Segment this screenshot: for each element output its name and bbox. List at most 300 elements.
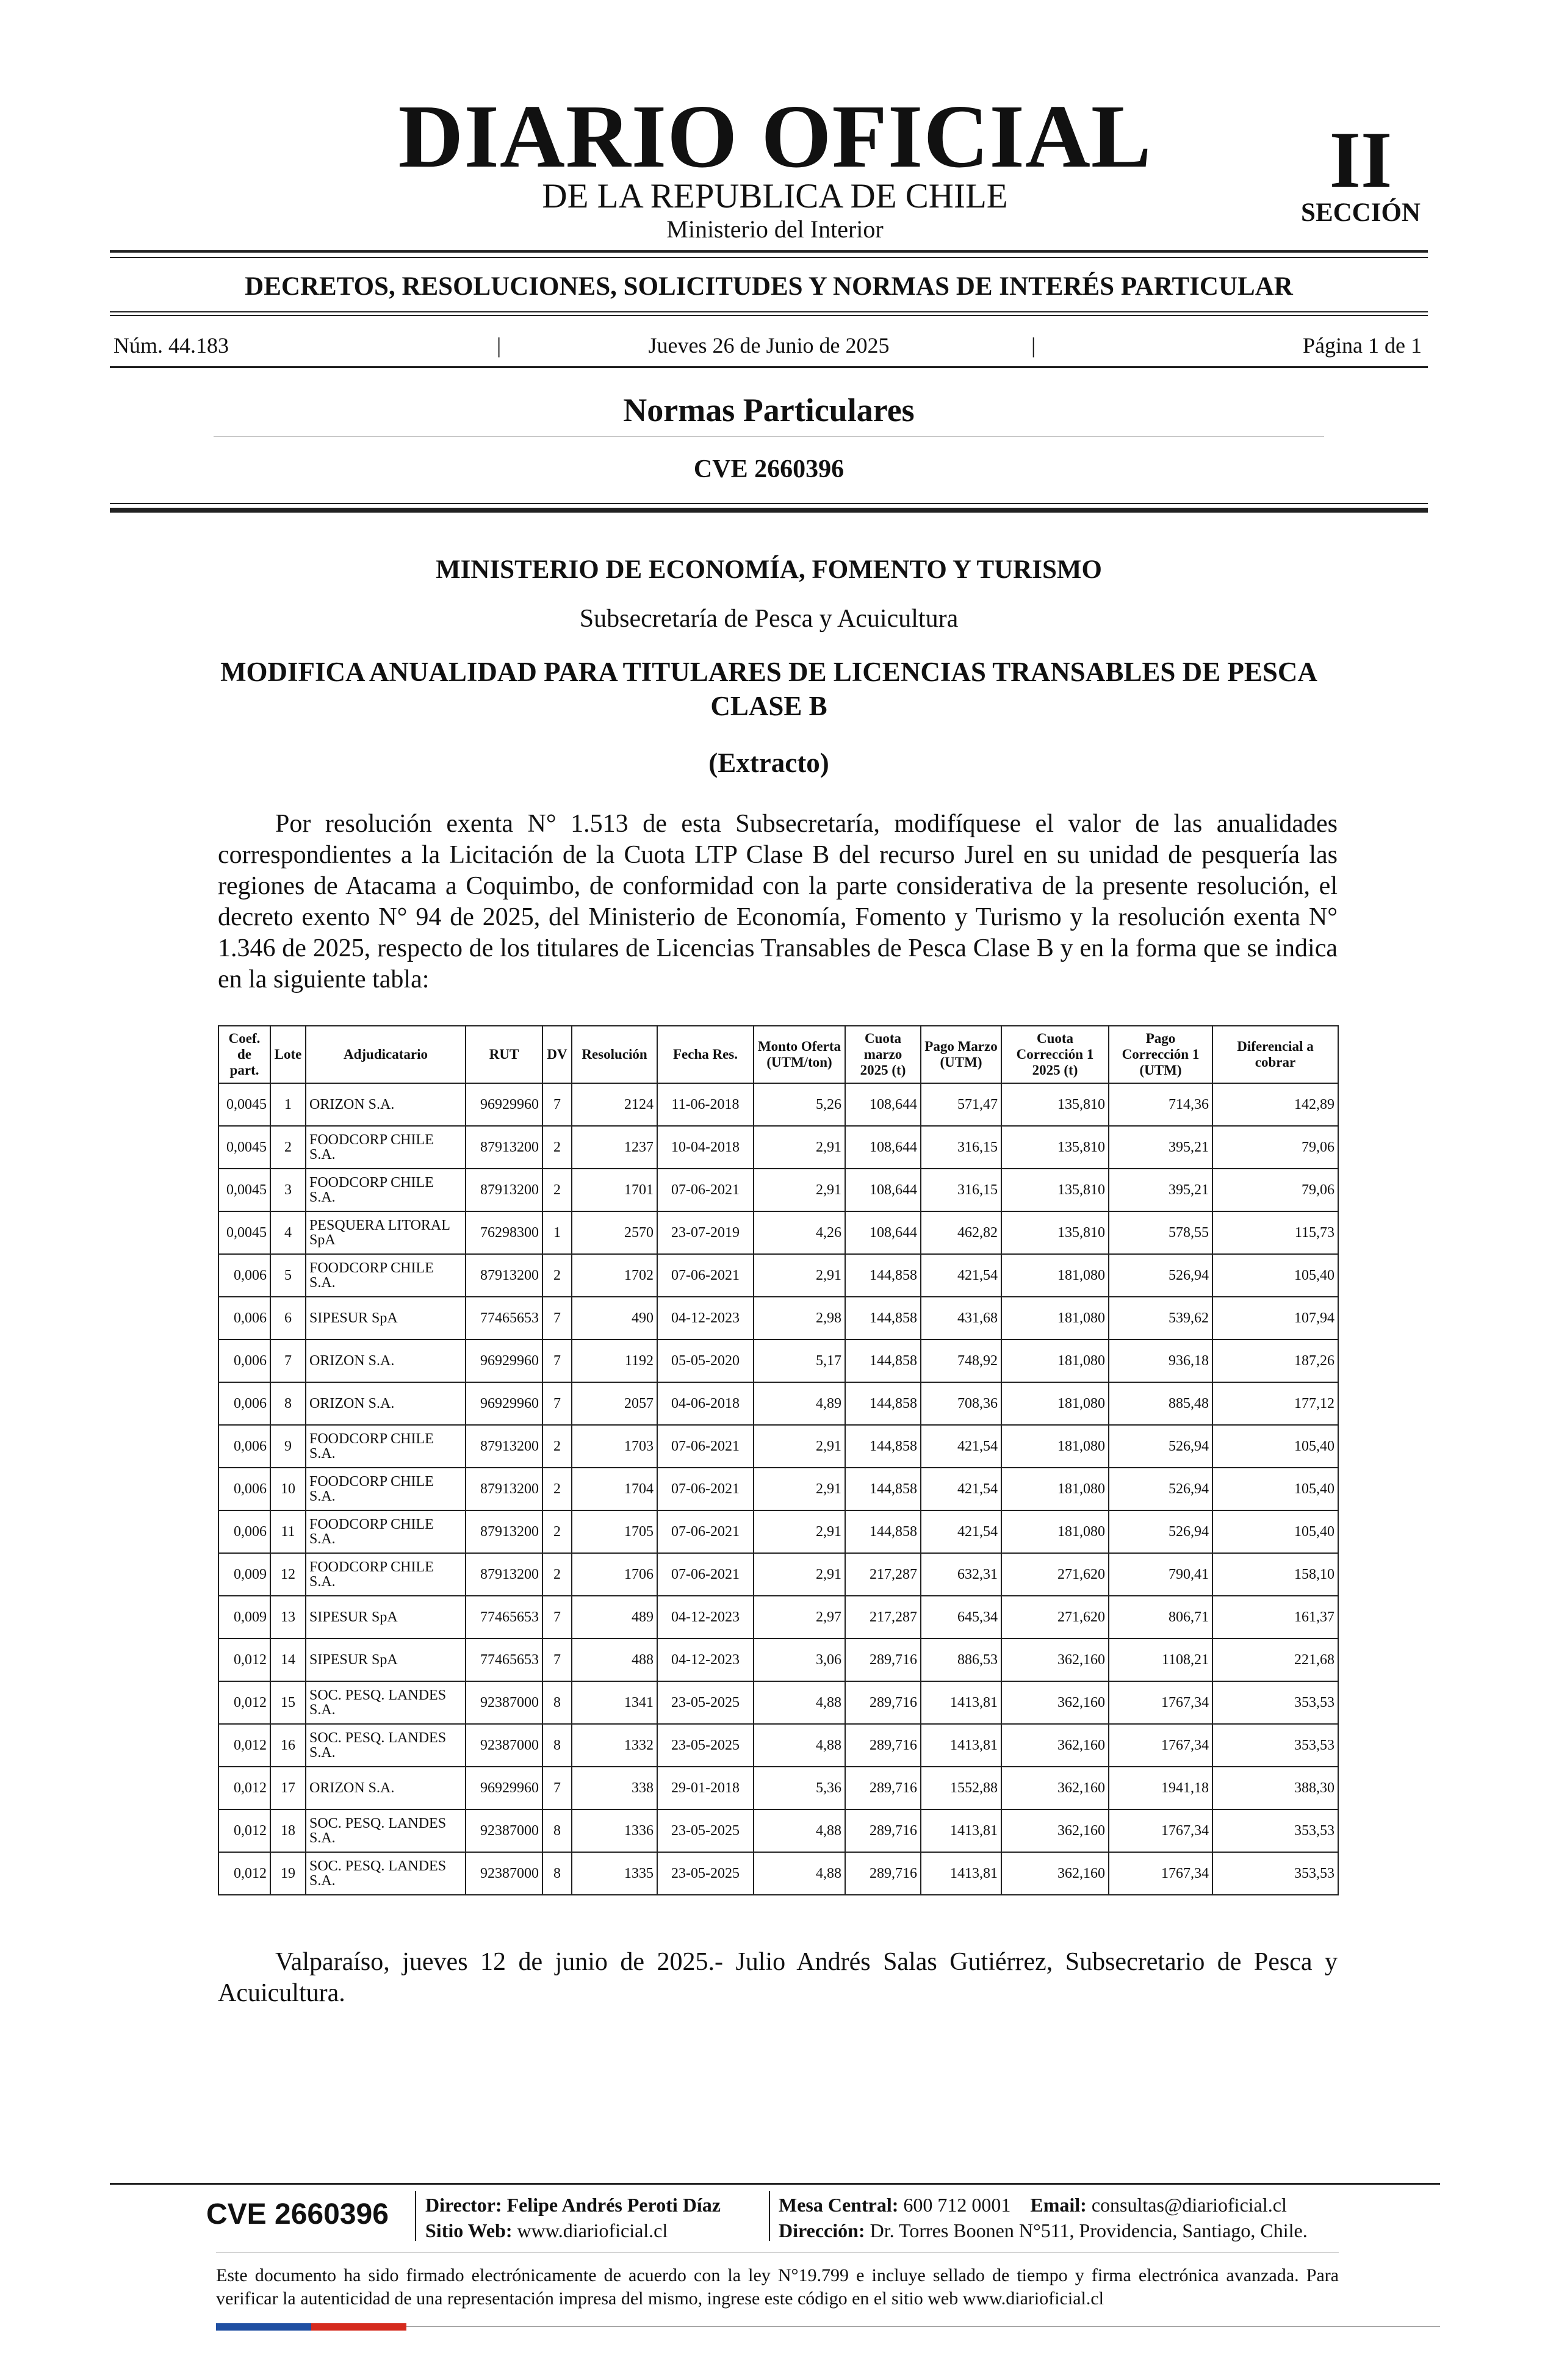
fecha-cell: 07-06-2021: [657, 1425, 754, 1468]
table-row: [218, 1639, 1338, 1681]
fecha-cell: 23-05-2025: [657, 1852, 754, 1895]
monto-cell: 2,91: [754, 1468, 845, 1510]
table-row: [218, 1510, 1338, 1553]
cuota-marzo-cell: 289,716: [845, 1809, 921, 1852]
flag-stripe-blue: [216, 2323, 311, 2331]
dv-cell: 7: [542, 1382, 572, 1425]
fecha-cell: 23-07-2019: [657, 1211, 754, 1254]
column-header: Adjudicatario: [306, 1026, 466, 1083]
cuota-correccion-cell: 181,080: [1001, 1340, 1109, 1382]
pago-marzo-cell: 462,82: [921, 1211, 1001, 1254]
coef-cell: 0,006: [218, 1340, 270, 1382]
section-title-rule: [214, 436, 1324, 437]
table-row: [218, 1340, 1338, 1382]
coef-cell: 0,0045: [218, 1169, 270, 1211]
rut-cell: 92387000: [466, 1724, 542, 1767]
coef-cell: 0,0045: [218, 1211, 270, 1254]
pago-marzo-cell: 431,68: [921, 1297, 1001, 1340]
column-header: Lote: [270, 1026, 306, 1083]
pago-correccion-cell: 714,36: [1109, 1083, 1212, 1126]
fecha-cell: 07-06-2021: [657, 1169, 754, 1211]
cuota-marzo-cell: 289,716: [845, 1724, 921, 1767]
section-number: II: [1329, 115, 1392, 204]
rut-cell: 87913200: [466, 1254, 542, 1297]
cuota-marzo-cell: 289,716: [845, 1767, 921, 1809]
fecha-cell: 04-12-2023: [657, 1596, 754, 1639]
resolucion-cell: 1706: [572, 1553, 657, 1596]
diferencial-cell: 105,40: [1212, 1254, 1338, 1297]
dv-cell: 7: [542, 1596, 572, 1639]
pago-correccion-cell: 1108,21: [1109, 1639, 1212, 1681]
fecha-cell: 04-12-2023: [657, 1297, 754, 1340]
resolution-paragraph: Por resolución exenta N° 1.513 de esta Subsecretaría, modifíquese el valor de las anualidades correspondientes a la Licitación de la Cuota LTP Clase B del recurso Jurel en su unidad de pesquería las regiones de Atacama a Coquimbo, de conformidad con la parte considerativa de la presente resolución, el decreto exento N° 94 de 2025, del Ministerio de Economía, Fomento y Turismo y la resolución exenta N° 1.346 de 2025, respecto de los titulares de Licencias Transables de Pesca Clase B y en la forma que se indica en la siguiente tabla:: [218, 810, 1338, 993]
pago-correccion-cell: 790,41: [1109, 1553, 1212, 1596]
email-link[interactable]: consultas@diarioficial.cl: [1091, 2194, 1287, 2216]
dv-cell: 2: [542, 1553, 572, 1596]
monto-cell: 2,91: [754, 1254, 845, 1297]
coef-cell: 0,012: [218, 1809, 270, 1852]
table-row: [218, 1596, 1338, 1639]
pago-correccion-cell: 395,21: [1109, 1126, 1212, 1169]
flag-stripe-red: [311, 2323, 406, 2331]
mesa-label: Mesa Central:: [779, 2194, 899, 2216]
monto-cell: 2,91: [754, 1126, 845, 1169]
coef-cell: 0,009: [218, 1596, 270, 1639]
dv-cell: 2: [542, 1126, 572, 1169]
masthead-title: DIARIO OFICIAL: [398, 87, 1152, 187]
resolucion-cell: 2057: [572, 1382, 657, 1425]
pago-correccion-cell: 936,18: [1109, 1340, 1212, 1382]
lote-cell: 9: [270, 1425, 306, 1468]
rut-cell: 77465653: [466, 1596, 542, 1639]
dv-cell: 2: [542, 1468, 572, 1510]
ministry-heading: MINISTERIO DE ECONOMÍA, FOMENTO Y TURISMO: [436, 555, 1102, 584]
section-title: Normas Particulares: [623, 392, 915, 428]
pago-marzo-cell: 1413,81: [921, 1681, 1001, 1724]
monto-cell: 2,97: [754, 1596, 845, 1639]
fecha-cell: 05-05-2020: [657, 1340, 754, 1382]
diferencial-cell: 142,89: [1212, 1083, 1338, 1126]
cuota-correccion-cell: 362,160: [1001, 1639, 1109, 1681]
footer-verification-note: Este documento ha sido firmado electrónicamente de acuerdo con la ley N°19.799 e incluye sellado de tiempo y firma electrónica avanzada. Para verificar la autenticidad de una representación impresa del mismo, ingrese este código en el sitio web www.diarioficial.cl: [216, 2265, 1339, 2309]
coef-cell: 0,006: [218, 1254, 270, 1297]
fecha-cell: 23-05-2025: [657, 1809, 754, 1852]
extracto-label: (Extracto): [708, 748, 829, 778]
cuota-correccion-cell: 362,160: [1001, 1767, 1109, 1809]
table-row: [218, 1211, 1338, 1254]
coef-cell: 0,006: [218, 1510, 270, 1553]
footer-divider-2: [769, 2191, 770, 2241]
resolucion-cell: 490: [572, 1297, 657, 1340]
diferencial-cell: 388,30: [1212, 1767, 1338, 1809]
column-header: Monto Oferta (UTM/ton): [754, 1026, 845, 1083]
diferencial-cell: 79,06: [1212, 1126, 1338, 1169]
rut-cell: 76298300: [466, 1211, 542, 1254]
address-label: Dirección:: [779, 2220, 865, 2241]
column-header: Resolución: [572, 1026, 657, 1083]
cuota-marzo-cell: 144,858: [845, 1340, 921, 1382]
monto-cell: 2,98: [754, 1297, 845, 1340]
adjudicatario-cell: FOODCORP CHILE S.A.: [306, 1126, 466, 1169]
column-header: Coef. de part.: [218, 1026, 270, 1083]
table-header-row: [218, 1026, 1338, 1083]
diferencial-cell: 353,53: [1212, 1852, 1338, 1895]
dv-cell: 2: [542, 1254, 572, 1297]
dv-cell: 7: [542, 1083, 572, 1126]
table-row: [218, 1254, 1338, 1297]
diferencial-cell: 79,06: [1212, 1169, 1338, 1211]
pago-correccion-cell: 539,62: [1109, 1297, 1212, 1340]
diferencial-cell: 353,53: [1212, 1724, 1338, 1767]
adjudicatario-cell: FOODCORP CHILE S.A.: [306, 1553, 466, 1596]
table-body: [218, 1083, 1338, 1895]
website-label: Sitio Web:: [425, 2220, 513, 2241]
issue-separator-2: |: [1031, 333, 1036, 358]
fecha-cell: 23-05-2025: [657, 1681, 754, 1724]
pago-marzo-cell: 1413,81: [921, 1852, 1001, 1895]
rut-cell: 77465653: [466, 1297, 542, 1340]
lote-cell: 4: [270, 1211, 306, 1254]
monto-cell: 2,91: [754, 1510, 845, 1553]
footer-mesa: [779, 2195, 1287, 2215]
column-header: Diferencial a cobrar: [1212, 1026, 1338, 1083]
rut-cell: 87913200: [466, 1169, 542, 1211]
diferencial-cell: 187,26: [1212, 1340, 1338, 1382]
dv-cell: 2: [542, 1425, 572, 1468]
pago-marzo-cell: 886,53: [921, 1639, 1001, 1681]
pago-correccion-cell: 1767,34: [1109, 1724, 1212, 1767]
dv-cell: 7: [542, 1340, 572, 1382]
cuota-marzo-cell: 144,858: [845, 1254, 921, 1297]
table-row: [218, 1169, 1338, 1211]
pago-marzo-cell: 1552,88: [921, 1767, 1001, 1809]
monto-cell: 2,91: [754, 1425, 845, 1468]
pago-marzo-cell: 571,47: [921, 1083, 1001, 1126]
diferencial-cell: 161,37: [1212, 1596, 1338, 1639]
rut-cell: 87913200: [466, 1468, 542, 1510]
fecha-cell: 11-06-2018: [657, 1083, 754, 1126]
cuota-correccion-cell: 181,080: [1001, 1468, 1109, 1510]
coef-cell: 0,006: [218, 1297, 270, 1340]
rut-cell: 96929960: [466, 1083, 542, 1126]
website-link[interactable]: www.diarioficial.cl: [517, 2220, 668, 2241]
cuota-correccion-cell: 181,080: [1001, 1254, 1109, 1297]
subsecretaria: Subsecretaría de Pesca y Acuicultura: [579, 605, 959, 633]
resolucion-cell: 1192: [572, 1340, 657, 1382]
monto-cell: 5,36: [754, 1767, 845, 1809]
column-header: Pago Corrección 1 (UTM): [1109, 1026, 1212, 1083]
cuota-marzo-cell: 144,858: [845, 1382, 921, 1425]
pago-correccion-cell: 885,48: [1109, 1382, 1212, 1425]
resolucion-cell: 1332: [572, 1724, 657, 1767]
column-header: Cuota Corrección 1 2025 (t): [1001, 1026, 1109, 1083]
fecha-cell: 04-06-2018: [657, 1382, 754, 1425]
adjudicatario-cell: FOODCORP CHILE S.A.: [306, 1254, 466, 1297]
pago-marzo-cell: 645,34: [921, 1596, 1001, 1639]
adjudicatario-cell: ORIZON S.A.: [306, 1767, 466, 1809]
dv-cell: 8: [542, 1681, 572, 1724]
pago-marzo-cell: 1413,81: [921, 1724, 1001, 1767]
rut-cell: 87913200: [466, 1510, 542, 1553]
adjudicatario-cell: SOC. PESQ. LANDES S.A.: [306, 1809, 466, 1852]
table-row: [218, 1382, 1338, 1425]
table-row: [218, 1767, 1338, 1809]
lote-cell: 15: [270, 1681, 306, 1724]
diferencial-cell: 105,40: [1212, 1510, 1338, 1553]
lote-cell: 14: [270, 1639, 306, 1681]
diferencial-cell: 105,40: [1212, 1468, 1338, 1510]
dv-cell: 7: [542, 1767, 572, 1809]
table-row: [218, 1297, 1338, 1340]
cuota-correccion-cell: 181,080: [1001, 1297, 1109, 1340]
lote-cell: 6: [270, 1297, 306, 1340]
footer-director: [425, 2195, 721, 2215]
lote-cell: 10: [270, 1468, 306, 1510]
resolucion-cell: 1341: [572, 1681, 657, 1724]
rut-cell: 96929960: [466, 1767, 542, 1809]
pago-correccion-cell: 526,94: [1109, 1254, 1212, 1297]
resolucion-cell: 1336: [572, 1809, 657, 1852]
fecha-cell: 07-06-2021: [657, 1510, 754, 1553]
pago-marzo-cell: 421,54: [921, 1468, 1001, 1510]
cuota-correccion-cell: 135,810: [1001, 1169, 1109, 1211]
diferencial-cell: 177,12: [1212, 1382, 1338, 1425]
rut-cell: 96929960: [466, 1382, 542, 1425]
table-row: [218, 1126, 1338, 1169]
coef-cell: 0,006: [218, 1425, 270, 1468]
table-row: [218, 1852, 1338, 1895]
cuota-correccion-cell: 362,160: [1001, 1809, 1109, 1852]
adjudicatario-cell: SOC. PESQ. LANDES S.A.: [306, 1852, 466, 1895]
diferencial-cell: 221,68: [1212, 1639, 1338, 1681]
table-row: [218, 1553, 1338, 1596]
lote-cell: 2: [270, 1126, 306, 1169]
document-title: MODIFICA ANUALIDAD PARA TITULARES DE LICENCIAS TRANSABLES DE PESCA CLASE B: [220, 657, 1317, 721]
rut-cell: 96929960: [466, 1340, 542, 1382]
header-rule-thick: [110, 508, 1428, 513]
rut-cell: 77465653: [466, 1639, 542, 1681]
fecha-cell: 07-06-2021: [657, 1254, 754, 1297]
diferencial-cell: 115,73: [1212, 1211, 1338, 1254]
director-label: Director:: [425, 2194, 502, 2216]
fecha-cell: 10-04-2018: [657, 1126, 754, 1169]
monto-cell: 4,88: [754, 1681, 845, 1724]
pago-correccion-cell: 526,94: [1109, 1468, 1212, 1510]
cuota-marzo-cell: 289,716: [845, 1681, 921, 1724]
cuota-correccion-cell: 181,080: [1001, 1425, 1109, 1468]
cuota-correccion-cell: 135,810: [1001, 1211, 1109, 1254]
dv-cell: 2: [542, 1510, 572, 1553]
pago-correccion-cell: 1767,34: [1109, 1852, 1212, 1895]
column-header: Fecha Res.: [657, 1026, 754, 1083]
pago-marzo-cell: 421,54: [921, 1425, 1001, 1468]
cuota-marzo-cell: 144,858: [845, 1468, 921, 1510]
resolucion-cell: 1702: [572, 1254, 657, 1297]
cuota-marzo-cell: 144,858: [845, 1510, 921, 1553]
cuota-marzo-cell: 144,858: [845, 1425, 921, 1468]
header-rule-thin: [110, 503, 1428, 504]
section-banner: DECRETOS, RESOLUCIONES, SOLICITUDES Y NORMAS DE INTERÉS PARTICULAR: [245, 272, 1293, 301]
adjudicatario-cell: PESQUERA LITORAL SpA: [306, 1211, 466, 1254]
rut-cell: 92387000: [466, 1852, 542, 1895]
lote-cell: 19: [270, 1852, 306, 1895]
adjudicatario-cell: FOODCORP CHILE S.A.: [306, 1425, 466, 1468]
diferencial-cell: 353,53: [1212, 1681, 1338, 1724]
table-row: [218, 1083, 1338, 1126]
adjudicatario-cell: ORIZON S.A.: [306, 1340, 466, 1382]
pago-marzo-cell: 421,54: [921, 1254, 1001, 1297]
diferencial-cell: 158,10: [1212, 1553, 1338, 1596]
issue-separator-1: |: [497, 333, 502, 358]
cuota-marzo-cell: 108,644: [845, 1083, 921, 1126]
fecha-cell: 29-01-2018: [657, 1767, 754, 1809]
pago-marzo-cell: 632,31: [921, 1553, 1001, 1596]
issue-date: Jueves 26 de Junio de 2025: [648, 333, 890, 358]
resolucion-cell: 488: [572, 1639, 657, 1681]
table-row: [218, 1468, 1338, 1510]
lote-cell: 12: [270, 1553, 306, 1596]
masthead-rule-top: [110, 250, 1428, 253]
adjudicatario-cell: SIPESUR SpA: [306, 1297, 466, 1340]
resolucion-cell: 1237: [572, 1126, 657, 1169]
anualidad-table: [218, 1025, 1339, 1895]
table-row: [218, 1425, 1338, 1468]
lote-cell: 3: [270, 1169, 306, 1211]
table-row: [218, 1809, 1338, 1852]
email-label: Email:: [1030, 2194, 1087, 2216]
cuota-marzo-cell: 108,644: [845, 1169, 921, 1211]
pago-marzo-cell: 1413,81: [921, 1809, 1001, 1852]
adjudicatario-cell: SOC. PESQ. LANDES S.A.: [306, 1681, 466, 1724]
dv-cell: 2: [542, 1169, 572, 1211]
dv-cell: 8: [542, 1852, 572, 1895]
dv-cell: 7: [542, 1297, 572, 1340]
adjudicatario-cell: FOODCORP CHILE S.A.: [306, 1510, 466, 1553]
resolucion-cell: 1335: [572, 1852, 657, 1895]
pago-marzo-cell: 708,36: [921, 1382, 1001, 1425]
rut-cell: 87913200: [466, 1126, 542, 1169]
cuota-correccion-cell: 271,620: [1001, 1553, 1109, 1596]
monto-cell: 2,91: [754, 1553, 845, 1596]
cuota-correccion-cell: 362,160: [1001, 1681, 1109, 1724]
lote-cell: 8: [270, 1382, 306, 1425]
monto-cell: 4,88: [754, 1724, 845, 1767]
issue-number: Núm. 44.183: [113, 333, 229, 358]
monto-cell: 2,91: [754, 1169, 845, 1211]
rut-cell: 87913200: [466, 1425, 542, 1468]
pago-marzo-cell: 316,15: [921, 1169, 1001, 1211]
pago-correccion-cell: 1941,18: [1109, 1767, 1212, 1809]
coef-cell: 0,012: [218, 1639, 270, 1681]
pago-correccion-cell: 1767,34: [1109, 1681, 1212, 1724]
resolucion-cell: 2570: [572, 1211, 657, 1254]
fecha-cell: 23-05-2025: [657, 1724, 754, 1767]
adjudicatario-cell: FOODCORP CHILE S.A.: [306, 1169, 466, 1211]
monto-cell: 5,26: [754, 1083, 845, 1126]
footer-rule-bottom: [406, 2326, 1440, 2327]
lote-cell: 1: [270, 1083, 306, 1126]
coef-cell: 0,006: [218, 1468, 270, 1510]
issue-page: Página 1 de 1: [1303, 333, 1422, 358]
cuota-marzo-cell: 108,644: [845, 1126, 921, 1169]
coef-cell: 0,012: [218, 1724, 270, 1767]
footer-cve: CVE 2660396: [206, 2198, 389, 2230]
pago-correccion-cell: 526,94: [1109, 1425, 1212, 1468]
cuota-marzo-cell: 217,287: [845, 1553, 921, 1596]
footer-rule-top: [110, 2183, 1440, 2185]
monto-cell: 5,17: [754, 1340, 845, 1382]
lote-cell: 13: [270, 1596, 306, 1639]
coef-cell: 0,0045: [218, 1083, 270, 1126]
resolucion-cell: 1703: [572, 1425, 657, 1468]
column-header: DV: [542, 1026, 572, 1083]
banner-rule: [110, 311, 1428, 312]
cuota-marzo-cell: 217,287: [845, 1596, 921, 1639]
resolucion-cell: 1704: [572, 1468, 657, 1510]
coef-cell: 0,009: [218, 1553, 270, 1596]
masthead-ministry: Ministerio del Interior: [666, 215, 884, 243]
resolucion-cell: 1701: [572, 1169, 657, 1211]
adjudicatario-cell: SIPESUR SpA: [306, 1596, 466, 1639]
diferencial-cell: 353,53: [1212, 1809, 1338, 1852]
rut-cell: 92387000: [466, 1809, 542, 1852]
coef-cell: 0,006: [218, 1382, 270, 1425]
lote-cell: 7: [270, 1340, 306, 1382]
issue-rule: [110, 366, 1428, 368]
cuota-correccion-cell: 135,810: [1001, 1083, 1109, 1126]
lote-cell: 5: [270, 1254, 306, 1297]
column-header: Cuota marzo 2025 (t): [845, 1026, 921, 1083]
coef-cell: 0,0045: [218, 1126, 270, 1169]
fecha-cell: 07-06-2021: [657, 1553, 754, 1596]
pago-marzo-cell: 748,92: [921, 1340, 1001, 1382]
footer-divider-1: [415, 2191, 416, 2241]
pago-correccion-cell: 806,71: [1109, 1596, 1212, 1639]
rut-cell: 92387000: [466, 1681, 542, 1724]
column-header: Pago Marzo (UTM): [921, 1026, 1001, 1083]
banner-rule-2: [110, 315, 1428, 316]
cuota-correccion-cell: 135,810: [1001, 1126, 1109, 1169]
lote-cell: 11: [270, 1510, 306, 1553]
cuota-marzo-cell: 289,716: [845, 1639, 921, 1681]
footer-address: [779, 2221, 1308, 2240]
fecha-cell: 07-06-2021: [657, 1468, 754, 1510]
pago-marzo-cell: 421,54: [921, 1510, 1001, 1553]
masthead-subtitle: DE LA REPUBLICA DE CHILE: [542, 177, 1008, 215]
diferencial-cell: 105,40: [1212, 1425, 1338, 1468]
monto-cell: 4,88: [754, 1809, 845, 1852]
monto-cell: 4,88: [754, 1852, 845, 1895]
lote-cell: 18: [270, 1809, 306, 1852]
monto-cell: 4,89: [754, 1382, 845, 1425]
table-row: [218, 1724, 1338, 1767]
masthead-rule-top-thin: [110, 257, 1428, 258]
diferencial-cell: 107,94: [1212, 1297, 1338, 1340]
adjudicatario-cell: FOODCORP CHILE S.A.: [306, 1468, 466, 1510]
cuota-correccion-cell: 181,080: [1001, 1510, 1109, 1553]
adjudicatario-cell: SOC. PESQ. LANDES S.A.: [306, 1724, 466, 1767]
director-name: Felipe Andrés Peroti Díaz: [506, 2194, 721, 2216]
resolucion-cell: 489: [572, 1596, 657, 1639]
signature-paragraph: Valparaíso, jueves 12 de junio de 2025.- Julio Andrés Salas Gutiérrez, Subsecretario de Pesca y Acuicultura.: [218, 1948, 1338, 2007]
mesa-phone: 600 712 0001: [903, 2194, 1011, 2216]
cuota-correccion-cell: 181,080: [1001, 1382, 1109, 1425]
cuota-correccion-cell: 362,160: [1001, 1852, 1109, 1895]
lote-cell: 17: [270, 1767, 306, 1809]
cuota-marzo-cell: 144,858: [845, 1297, 921, 1340]
resolucion-cell: 2124: [572, 1083, 657, 1126]
rut-cell: 87913200: [466, 1553, 542, 1596]
